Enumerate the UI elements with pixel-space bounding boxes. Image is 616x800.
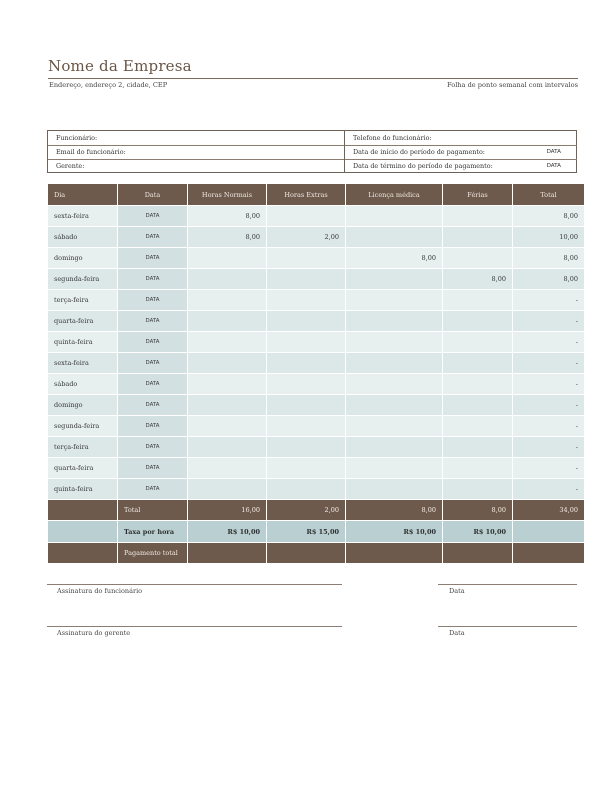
sick-leave-cell[interactable] — [346, 227, 442, 247]
regular-hours-cell[interactable] — [188, 269, 266, 289]
sick-leave-cell[interactable] — [346, 311, 442, 331]
company-address: Endereço, endereço 2, cidade, CEP — [49, 81, 168, 89]
vacation-cell[interactable] — [443, 332, 512, 352]
sick-leave-cell[interactable] — [346, 206, 442, 226]
overtime-cell[interactable]: 2,00 — [267, 227, 345, 247]
manager-signature-line[interactable] — [47, 626, 342, 627]
date-cell[interactable]: DATA — [118, 290, 187, 310]
day-cell[interactable]: quarta-feira — [48, 458, 117, 478]
day-cell[interactable]: segunda-feira — [48, 416, 117, 436]
table-row — [48, 395, 584, 415]
total-cell: - — [513, 374, 584, 394]
table-row — [48, 206, 584, 226]
manager-date-line[interactable] — [438, 626, 577, 627]
table-row — [48, 353, 584, 373]
table-row — [48, 290, 584, 310]
total-overtime: 2,00 — [267, 500, 345, 520]
manager-signature-label: Assinatura do gerente — [57, 629, 131, 637]
date-cell[interactable]: DATA — [118, 227, 187, 247]
date-cell[interactable]: DATA — [118, 479, 187, 499]
column-header-regular-hours: Horas Normais — [188, 184, 266, 205]
employee-label: Funcionário: — [56, 134, 98, 142]
regular-hours-cell[interactable] — [188, 479, 266, 499]
overtime-cell[interactable] — [267, 290, 345, 310]
date-cell[interactable]: DATA — [118, 416, 187, 436]
day-cell[interactable]: domingo — [48, 395, 117, 415]
column-header-total: Total — [513, 184, 584, 205]
period-end-value: DATA — [546, 163, 561, 169]
total-row-blank — [48, 500, 117, 520]
table-row — [48, 227, 584, 247]
employee-date-line[interactable] — [438, 584, 577, 585]
hourly-rate-row — [48, 521, 584, 542]
date-cell[interactable]: DATA — [118, 395, 187, 415]
table-row — [48, 248, 584, 268]
vacation-cell[interactable] — [443, 248, 512, 268]
overtime-cell[interactable] — [267, 374, 345, 394]
date-cell[interactable]: DATA — [118, 458, 187, 478]
vacation-cell[interactable] — [443, 416, 512, 436]
regular-hours-cell[interactable] — [188, 290, 266, 310]
employee-date-label: Data — [449, 587, 465, 595]
sick-leave-cell[interactable] — [346, 353, 442, 373]
sick-leave-cell[interactable] — [346, 395, 442, 415]
regular-hours-cell[interactable] — [188, 437, 266, 457]
pay-total — [513, 543, 584, 563]
overtime-cell[interactable] — [267, 458, 345, 478]
vacation-cell[interactable] — [443, 290, 512, 310]
rate-row-end — [513, 521, 584, 542]
total-cell: 8,00 — [513, 269, 584, 289]
overtime-cell[interactable] — [267, 332, 345, 352]
table-row — [48, 311, 584, 331]
employee-signature-line[interactable] — [47, 584, 342, 585]
total-cell: - — [513, 458, 584, 478]
column-header-sick-leave: Licença médica — [346, 184, 442, 205]
overtime-cell[interactable] — [267, 353, 345, 373]
header — [48, 57, 578, 75]
table-row — [48, 479, 584, 499]
day-cell[interactable]: quarta-feira — [48, 311, 117, 331]
date-cell[interactable]: DATA — [118, 311, 187, 331]
table-row — [48, 437, 584, 457]
email-field[interactable] — [48, 145, 344, 160]
email-label: Email do funcionário: — [56, 148, 126, 156]
manager-field[interactable] — [48, 159, 344, 173]
total-cell: 8,00 — [513, 248, 584, 268]
manager-label: Gerente: — [56, 162, 85, 170]
table-row — [48, 374, 584, 394]
total-cell: - — [513, 332, 584, 352]
date-cell[interactable]: DATA — [118, 269, 187, 289]
date-cell[interactable]: DATA — [118, 437, 187, 457]
sick-leave-cell[interactable] — [346, 269, 442, 289]
vacation-cell[interactable] — [443, 227, 512, 247]
overtime-cell[interactable] — [267, 395, 345, 415]
date-cell[interactable]: DATA — [118, 248, 187, 268]
overtime-cell[interactable] — [267, 437, 345, 457]
regular-hours-cell[interactable] — [188, 416, 266, 436]
period-end-label: Data de término do período de pagamento: — [353, 162, 493, 170]
pay-overtime — [267, 543, 345, 563]
total-cell: - — [513, 416, 584, 436]
sick-leave-cell[interactable] — [346, 458, 442, 478]
grand-total: 34,00 — [513, 500, 584, 520]
total-cell: 10,00 — [513, 227, 584, 247]
table-row — [48, 416, 584, 436]
pay-vacation — [443, 543, 512, 563]
total-row-label: Total — [118, 500, 187, 520]
pay-row-label: Pagamento total — [118, 543, 187, 563]
vacation-cell[interactable] — [443, 353, 512, 373]
total-regular-hours: 16,00 — [188, 500, 266, 520]
total-cell: - — [513, 353, 584, 373]
day-cell[interactable]: sexta-feira — [48, 353, 117, 373]
overtime-cell[interactable] — [267, 269, 345, 289]
regular-hours-cell[interactable] — [188, 395, 266, 415]
regular-hours-cell[interactable] — [188, 353, 266, 373]
day-cell[interactable]: sábado — [48, 374, 117, 394]
vacation-cell[interactable] — [443, 479, 512, 499]
sick-leave-cell[interactable] — [346, 479, 442, 499]
sick-leave-cell[interactable] — [346, 290, 442, 310]
company-name: Nome da Empresa — [48, 57, 192, 75]
vacation-cell[interactable] — [443, 206, 512, 226]
total-sick-leave: 8,00 — [346, 500, 442, 520]
sick-leave-cell[interactable] — [346, 374, 442, 394]
period-start-value: DATA — [546, 149, 561, 155]
period-start-field[interactable] — [345, 145, 577, 160]
vacation-cell[interactable] — [443, 458, 512, 478]
sick-leave-cell[interactable] — [346, 332, 442, 352]
day-cell[interactable]: terça-feira — [48, 437, 117, 457]
sick-leave-cell[interactable]: 8,00 — [346, 248, 442, 268]
rate-vacation[interactable]: R$ 10,00 — [443, 521, 512, 542]
pay-sick-leave — [346, 543, 442, 563]
day-cell[interactable]: domingo — [48, 248, 117, 268]
column-header-vacation: Férias — [443, 184, 512, 205]
rate-row-blank — [48, 521, 117, 542]
total-pay-row — [48, 543, 584, 563]
header-divider — [48, 78, 578, 79]
overtime-cell[interactable] — [267, 248, 345, 268]
overtime-cell[interactable] — [267, 206, 345, 226]
table-header-row — [48, 184, 584, 205]
employee-signature-label: Assinatura do funcionário — [57, 587, 143, 595]
regular-hours-cell[interactable] — [188, 332, 266, 352]
regular-hours-cell[interactable] — [188, 374, 266, 394]
overtime-cell[interactable] — [267, 311, 345, 331]
period-end-field[interactable] — [345, 159, 577, 173]
total-cell: 8,00 — [513, 206, 584, 226]
day-cell[interactable]: sexta-feira — [48, 206, 117, 226]
table-row — [48, 332, 584, 352]
rate-regular[interactable]: R$ 10,00 — [188, 521, 266, 542]
timesheet-table — [47, 183, 585, 564]
day-cell[interactable]: terça-feira — [48, 290, 117, 310]
table-row — [48, 269, 584, 289]
date-cell[interactable]: DATA — [118, 332, 187, 352]
total-cell: - — [513, 479, 584, 499]
total-vacation: 8,00 — [443, 500, 512, 520]
total-cell: - — [513, 290, 584, 310]
total-cell: - — [513, 311, 584, 331]
column-header-date: Data — [118, 184, 187, 205]
total-cell: - — [513, 437, 584, 457]
manager-date-label: Data — [449, 629, 465, 637]
rate-overtime[interactable]: R$ 15,00 — [267, 521, 345, 542]
rate-sick-leave[interactable]: R$ 10,00 — [346, 521, 442, 542]
vacation-cell[interactable] — [443, 311, 512, 331]
pay-row-blank — [48, 543, 117, 563]
overtime-cell[interactable] — [267, 479, 345, 499]
day-cell[interactable]: sábado — [48, 227, 117, 247]
pay-regular — [188, 543, 266, 563]
date-cell[interactable]: DATA — [118, 374, 187, 394]
table-row — [48, 458, 584, 478]
regular-hours-cell[interactable] — [188, 458, 266, 478]
sick-leave-cell[interactable] — [346, 416, 442, 436]
vacation-cell[interactable] — [443, 437, 512, 457]
day-cell[interactable]: quinta-feira — [48, 479, 117, 499]
date-cell[interactable]: DATA — [118, 206, 187, 226]
document-title: Folha de ponto semanal com intervalos — [447, 81, 578, 89]
regular-hours-cell[interactable] — [188, 311, 266, 331]
phone-field[interactable] — [345, 131, 577, 146]
vacation-cell[interactable] — [443, 395, 512, 415]
day-cell[interactable]: quinta-feira — [48, 332, 117, 352]
period-start-label: Data de início do período de pagamento: — [353, 148, 485, 156]
total-row — [48, 500, 584, 520]
regular-hours-cell[interactable]: 8,00 — [188, 227, 266, 247]
regular-hours-cell[interactable] — [188, 248, 266, 268]
column-header-day: Dia — [48, 184, 117, 205]
total-cell: - — [513, 395, 584, 415]
overtime-cell[interactable] — [267, 416, 345, 436]
phone-label: Telefone do funcionário: — [353, 134, 432, 142]
date-cell[interactable]: DATA — [118, 353, 187, 373]
column-header-overtime: Horas Extras — [267, 184, 345, 205]
regular-hours-cell[interactable]: 8,00 — [188, 206, 266, 226]
vacation-cell[interactable] — [443, 374, 512, 394]
vacation-cell[interactable]: 8,00 — [443, 269, 512, 289]
rate-row-label: Taxa por hora — [118, 521, 187, 542]
employee-field[interactable] — [48, 131, 344, 146]
day-cell[interactable]: segunda-feira — [48, 269, 117, 289]
employee-info-box — [47, 130, 577, 173]
sick-leave-cell[interactable] — [346, 437, 442, 457]
